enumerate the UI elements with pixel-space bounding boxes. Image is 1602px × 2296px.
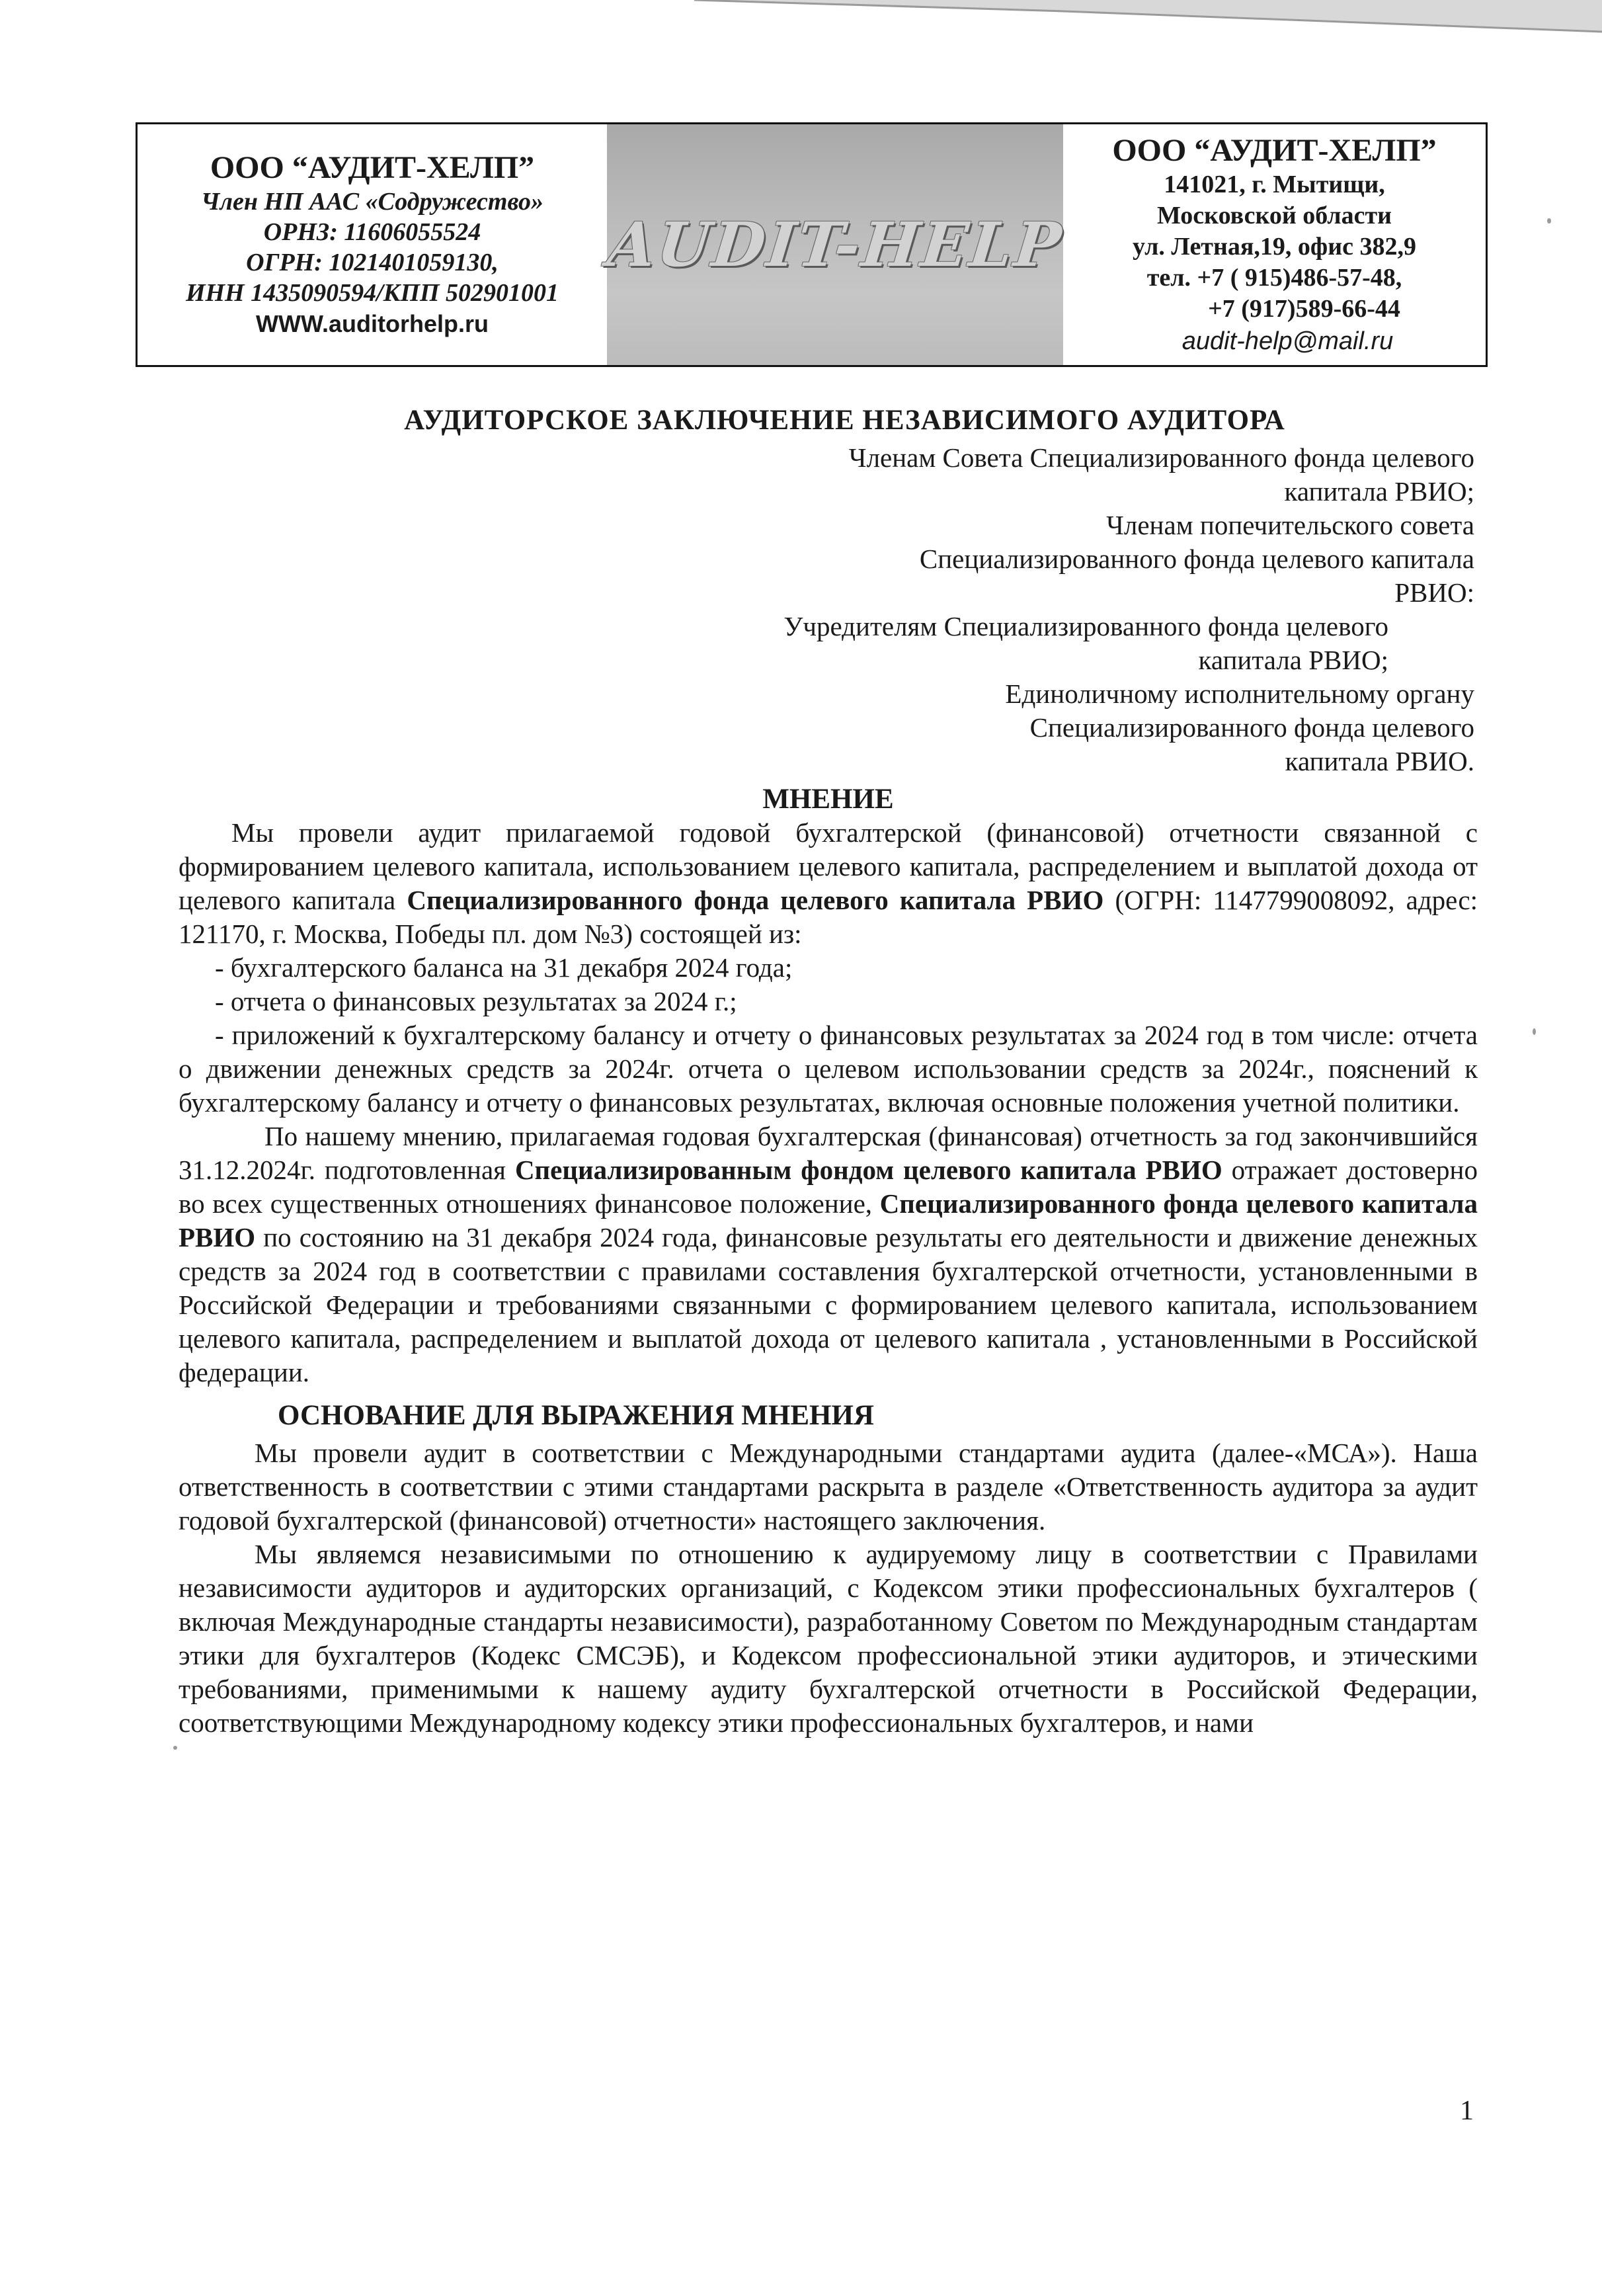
page-title: АУДИТОРСКОЕ ЗАКЛЮЧЕНИЕ НЕЗАВИСИМОГО АУДИТОРА [404, 405, 1285, 436]
document-body [179, 403, 1478, 1740]
letterhead-left-block [138, 124, 607, 365]
orn: ОРНЗ: 11606055524 [263, 218, 481, 246]
text-run: По нашему мнению, прилагаемая годовая бухгалтерская (финансовая) отчетность за год закончившийся 31.12.2024г. подготовленная [179, 1121, 1478, 1185]
scan-edge-shadow [0, 0, 1602, 40]
scan-speck [1547, 218, 1551, 224]
addressee-line: капитала РВИО. [1285, 746, 1474, 776]
list-item: - приложений к бухгалтерскому балансу и отчету о финансовых результатах за 2024 год в том числе: отчета о движении денежных средств за 2024г. отчета о целевом использовании средств за 2024г., пояснений к бухгалтерскому балансу и отчету о финансовых результатах, включая основные положения учетной политики. [179, 1020, 1478, 1118]
addressee-line: РВИО: [1394, 577, 1474, 608]
inn-kpp: ИНН 1435090594/КПП 502901001 [185, 279, 559, 307]
section-heading-basis: ОСНОВАНИЕ ДЛЯ ВЫРАЖЕНИЯ МНЕНИЯ [278, 1400, 874, 1431]
addressee-line: Специализированного фонда целевого [1029, 712, 1474, 743]
text-run: по состоянию на 31 декабря 2024 года, финансовые результаты его деятельности и движение денежных средств за 2024 год в соответствии с правилами составления бухгалтерской отчетности, установленными в Российской Федерации и требованиями связанными с формированием целевого капитала, использованием целевого капитала, распределением и выплатой дохода от целевого капитала , установленными в Российской федерации. [179, 1222, 1478, 1387]
list-item: - отчета о финансовых результатах за 2024 г.; [215, 986, 737, 1016]
addressee-line: Единоличному исполнительному органу [1005, 678, 1474, 709]
opinion-paragraph-1 [179, 816, 1478, 951]
addressee-line: Специализированного фонда целевого капитала [919, 544, 1474, 574]
letterhead-right-block [1063, 124, 1486, 365]
phone-1: тел. +7 ( 915)486-57-48, [1146, 263, 1402, 292]
scan-speck [173, 1746, 177, 1750]
list-item: - бухгалтерского баланса на 31 декабря 2024 года; [215, 952, 793, 983]
addressee-line: капитала РВИО; [1284, 476, 1474, 507]
basis-paragraph-2: Мы являемся независимыми по отношению к аудируемому лицу в соответствии с Правилами независимости аудиторов и аудиторских организаций, с Кодексом этики профессиональных бухгалтеров ( включая Международные стандарты независимости), разработанному Советом по Международным стандартам этики для бухгалтеров (Кодекс СМСЭБ), и Кодексом профессиональной этики аудиторов, и этическими требованиями, применимыми к нашему аудиту бухгалтерской отчетности в Российской Федерации, соответствующими Международному кодексу этики профессиональных бухгалтеров, и нами [179, 1539, 1478, 1738]
postal-address: 141021, г. Мытищи, [1164, 170, 1385, 198]
opinion-paragraph-2 [179, 1120, 1478, 1389]
text-run: Мы провели аудит прилагаемой годовой бухгалтерской (финансовой) отчетности связанной с формированием целевого капитала, использованием целевого капитала, распределением и выплатой дохода от целевого капитала [179, 817, 1478, 915]
entity-name: Специализированного фонда целевого капитала РВИО [407, 885, 1104, 915]
addressee-list [179, 441, 1474, 778]
addressee-line: капитала РВИО; [1198, 645, 1388, 675]
page-number: 1 [1460, 2096, 1474, 2126]
text-run: отражает достоверно во всех существенных отношениях финансовое положение, [179, 1155, 1478, 1219]
addressee-line: Учредителям Специализированного фонда целевого [783, 611, 1388, 641]
addressee-line: Членам попечительского совета [1106, 510, 1474, 540]
logo-panel [604, 124, 1066, 365]
ogrn: ОГРН: 1021401059130, [246, 249, 499, 276]
letterhead [136, 122, 1488, 367]
basis-paragraph-1: Мы провели аудит в соответствии с Международными стандартами аудита (далее-«МСА»). Наша ответственность в соответствии с этими стандартами раскрыта в разделе «Ответственность аудитора за аудит годовой бухгалтерской (финансовой) отчетности» настоящего заключения. [179, 1438, 1478, 1536]
membership: Член НП ААС «Содружество» [201, 188, 543, 216]
audit-help-logo: AUDIT-HELP [604, 209, 1066, 280]
firm-name-left: ООО “АУДИТ-ХЕЛП” [210, 150, 535, 185]
firm-name-right: ООО “АУДИТ-ХЕЛП” [1112, 132, 1437, 168]
text-run: (ОГРН: 1147799008092, адрес: 121170, г. Москва, Победы пл. дом №3) состоящей из: [179, 885, 1478, 949]
street-address: ул. Летная,19, офис 382,9 [1133, 232, 1416, 261]
scan-speck [1533, 1028, 1536, 1035]
phone-2: +7 (917)589-66-44 [1208, 294, 1400, 323]
section-heading-opinion: МНЕНИЕ [762, 784, 894, 815]
entity-name: Специализированным фондом целевого капитала РВИО [514, 1155, 1222, 1185]
website-link[interactable]: WWW.auditorhelp.ru [256, 310, 489, 337]
email-link[interactable]: audit-help@mail.ru [1181, 327, 1394, 355]
addressee-line: Членам Совета Специализированного фонда целевого [848, 442, 1474, 473]
entity-name: Специализированного фонда целевого капитала РВИО [179, 1188, 1478, 1252]
region: Московской области [1156, 201, 1392, 229]
